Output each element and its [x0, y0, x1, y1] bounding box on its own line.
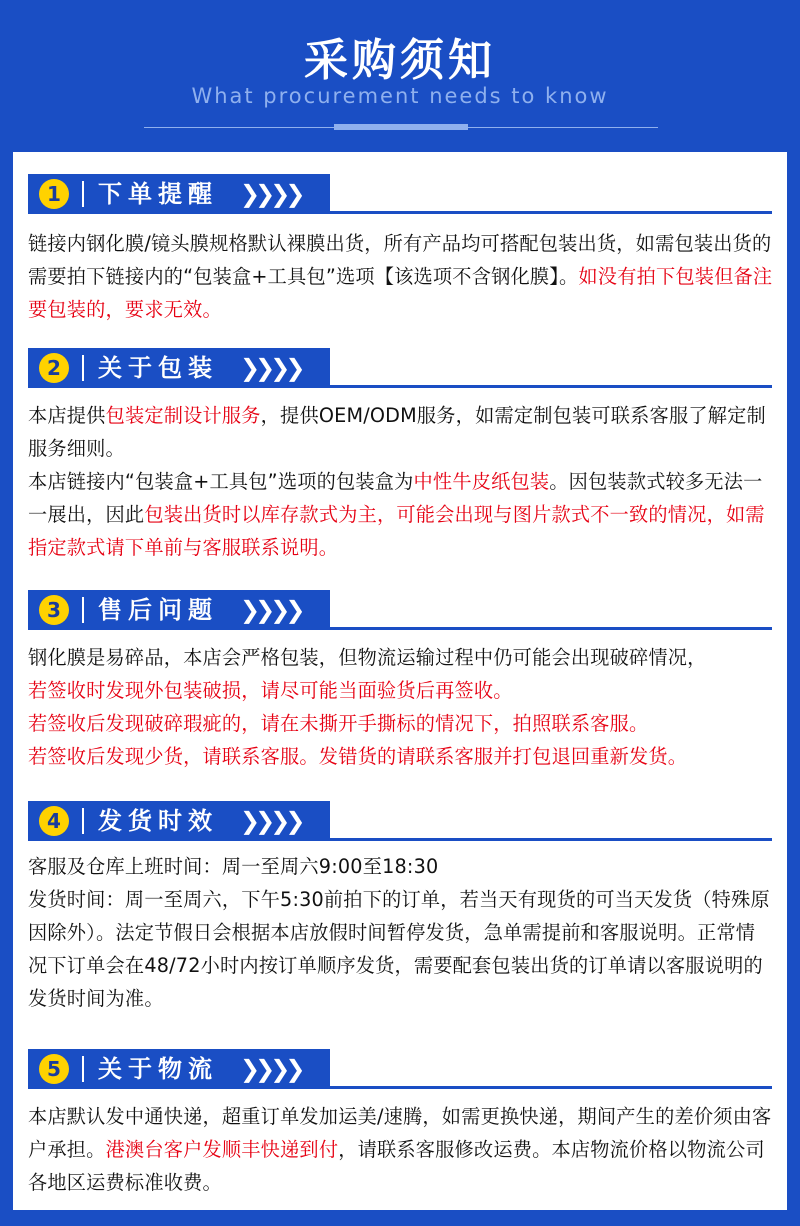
text-highlight: 若签收时发现外包装破损，请尽可能当面验货后再签收。 — [28, 679, 513, 702]
section-underline — [28, 211, 772, 214]
section-underline — [28, 627, 772, 630]
section-number-badge: 5 — [39, 1054, 69, 1084]
tab-divider — [82, 181, 84, 207]
text-normal: 发货时间：周一至周六，下午5:30前拍下的订单，若当天有现货的可当天发货（特殊原因除外）。法定节假日会根据本店放假时间暂停发货，急单需提前和客服说明。正常情况下订单会在48/72小时内按订单顺序发货，需要配套包装出货的订单请以客服说明的发货时间为准。 — [28, 888, 770, 1010]
tab-divider — [82, 355, 84, 381]
text-normal: 链接内钢化膜/镜头膜规格默认裸膜出货，所有产品均可搭配包装出货，如需包装出货的需要拍下链接内的“包装盒+工具包”选项【该选项不含钢化膜】。 — [28, 232, 772, 288]
section-logistics — [13, 1049, 787, 1194]
header-divider-accent — [334, 124, 468, 130]
section-title: 关于物流 — [98, 1055, 218, 1083]
section-underline — [28, 1086, 772, 1089]
section-body — [28, 399, 774, 564]
tab-divider — [82, 597, 84, 623]
section-header — [13, 174, 787, 214]
section-shipping-time — [13, 801, 787, 1010]
chevron-right-icon: ❯❯❯❯ — [240, 180, 301, 208]
section-underline — [28, 838, 772, 841]
section-title-tab — [28, 174, 330, 214]
text-normal: 本店链接内“包装盒+工具包”选项的包装盒为 — [28, 470, 414, 493]
section-underline — [28, 385, 772, 388]
page-header — [0, 0, 800, 150]
paragraph — [28, 227, 774, 326]
paragraph — [28, 850, 774, 883]
paragraph — [28, 465, 774, 564]
section-body — [28, 850, 774, 1015]
page-subtitle: What procurement needs to know — [191, 84, 609, 108]
text-highlight: 如没有拍下包装但备注要包装的，要求无效。 — [28, 265, 773, 321]
text-normal: ，提供OEM/ODM服务，如需定制包装可联系客服了解定制服务细则。 — [28, 404, 766, 460]
paragraph — [28, 641, 774, 674]
chevron-right-icon: ❯❯❯❯ — [240, 596, 301, 624]
section-number-badge: 3 — [39, 595, 69, 625]
section-header — [13, 801, 787, 841]
section-title-tab — [28, 1049, 330, 1089]
text-highlight: 包装出货时以库存款式为主，可能会出现与图片款式不一致的情况，如需指定款式请下单前与客服联系说明。 — [28, 503, 765, 559]
section-number-badge: 4 — [39, 806, 69, 836]
section-packaging — [13, 348, 787, 559]
text-normal: 钢化膜是易碎品，本店会严格包装，但物流运输过程中仍可能会出现破碎情况， — [28, 646, 707, 669]
section-title: 关于包装 — [98, 354, 218, 382]
chevron-right-icon: ❯❯❯❯ — [240, 354, 301, 382]
page-title: 采购须知 — [304, 35, 496, 86]
section-number-badge: 2 — [39, 353, 69, 383]
text-highlight: 港澳台客户发顺丰快递到付 — [105, 1138, 339, 1161]
text-normal: 客服及仓库上班时间：周一至周六9:00至18:30 — [28, 855, 439, 878]
section-number-badge: 1 — [39, 179, 69, 209]
section-order-reminder — [13, 174, 787, 321]
paragraph — [28, 674, 774, 707]
paragraph — [28, 883, 774, 1015]
chevron-right-icon: ❯❯❯❯ — [240, 1055, 301, 1083]
text-highlight: 若签收后发现破碎瑕疵的，请在未撕开手撕标的情况下，拍照联系客服。 — [28, 712, 649, 735]
section-body — [28, 641, 774, 773]
paragraph — [28, 1100, 774, 1199]
text-normal: 本店提供 — [28, 404, 106, 427]
text-highlight: 中性牛皮纸包装 — [413, 470, 550, 493]
paragraph — [28, 740, 774, 773]
text-normal: 本店默认发中通快递，超重订单发加运美/速腾，如需更换快递，期间产生的差价须由客户承担。 — [28, 1105, 772, 1161]
section-header — [13, 348, 787, 388]
section-header — [13, 590, 787, 630]
tab-divider — [82, 1056, 84, 1082]
chevron-right-icon: ❯❯❯❯ — [240, 807, 301, 835]
content-card — [13, 152, 787, 1210]
text-highlight: 若签收后发现少货，请联系客服。发错货的请联系客服并打包退回重新发货。 — [28, 745, 688, 768]
section-after-sales — [13, 590, 787, 768]
section-title-tab — [28, 801, 330, 841]
section-title-tab — [28, 348, 330, 388]
section-body — [28, 227, 774, 326]
section-header — [13, 1049, 787, 1089]
text-highlight: 包装定制设计服务 — [105, 404, 261, 427]
text-normal: ，请联系客服修改运费。本店物流价格以物流公司各地区运费标准收费。 — [28, 1138, 765, 1194]
section-title-tab — [28, 590, 330, 630]
section-title: 下单提醒 — [98, 180, 218, 208]
tab-divider — [82, 808, 84, 834]
section-title: 发货时效 — [98, 807, 218, 835]
paragraph — [28, 707, 774, 740]
text-normal: 。因包装款式较多无法一一展出，因此 — [28, 470, 763, 526]
paragraph — [28, 399, 774, 465]
section-title: 售后问题 — [98, 596, 218, 624]
section-body — [28, 1100, 774, 1199]
